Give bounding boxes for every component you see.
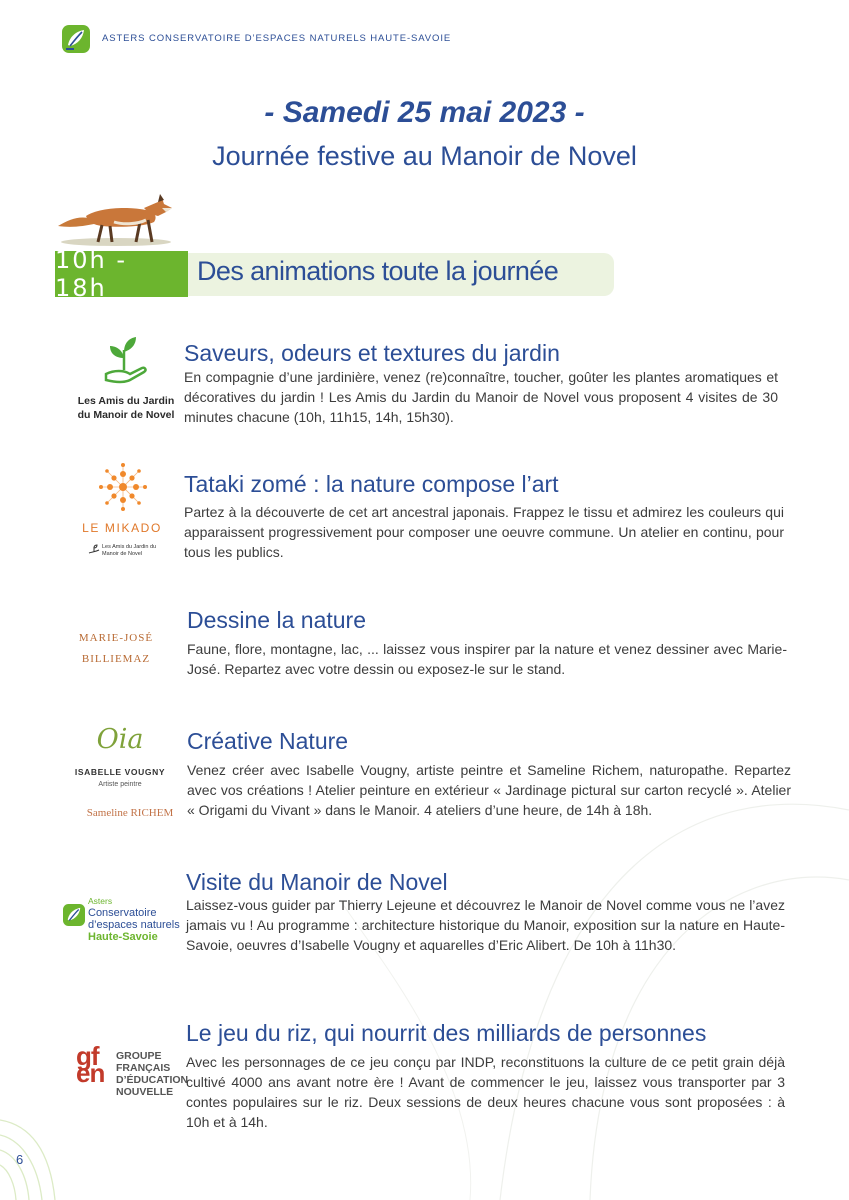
le-mikado-logo — [72, 462, 172, 566]
activity-description: Partez à la découverte de cet art ancestral japonais. Frappez le tissu et admirez les couleurs qui apparaissent progressivement pour composer une oeuvre commune. Un atelier en continu, pour tous les publics. — [184, 504, 784, 560]
header-organization: ASTERS CONSERVATOIRE D’ESPACES NATURELS HAUTE-SAVOIE — [102, 33, 452, 44]
activity-title: Visite du Manoir de Novel — [186, 869, 448, 895]
activity-description: Faune, flore, montagne, lac, ... laissez vous inspirer par la nature et venez dessiner avec Marie-José. Repartez avec votre dessin ou exposez-le sur le stand. — [187, 641, 787, 677]
activity-description: Avec les personnages de ce jeu conçu par INDP, reconstituons la culture de ce petit grain déjà cultivé 4000 ans avant notre ère ! Avant de commencer le jeu, laissez vous transporter par 3 contes populaires sur le riz. Deux sessions de deux heures chacune vous sont proposées : à 10h et à 14h. — [186, 1054, 785, 1130]
activity-description: Venez créer avec Isabelle Vougny, artiste peintre et Sameline Richem, naturopathe. Repartez avec vos créations ! Atelier peinture en extérieur « Jardinage pictural sur carton recyclé ». Atelier « Origami du Vivant » dans le Manoir. 4 ateliers d’une heure, de 14h à 18h. — [187, 762, 791, 818]
richem-logo-name: Sameline RICHEM — [86, 807, 174, 819]
event-subtitle: Journée festive au Manoir de Novel — [212, 141, 637, 171]
activity-title: Créative Nature — [187, 728, 349, 754]
gfen-logo-line-3: D’ÉDUCATION — [116, 1074, 189, 1086]
oia-logo-mark: Oia — [96, 724, 144, 755]
activity-title: Le jeu du riz, qui nourrit des milliards de personnes — [186, 1020, 707, 1046]
mikado-logo-sub: Les Amis du Jardin du Manoir de Novel — [102, 544, 157, 557]
amis-logo-line-2: du Manoir de Novel — [77, 409, 175, 421]
fox-illustration — [54, 192, 174, 248]
activity-title: Dessine la nature — [187, 607, 366, 633]
asters-logo-line-1: Asters — [88, 896, 113, 906]
activity-title: Tataki zomé : la nature compose l’art — [184, 471, 559, 497]
billiemaz-logo-line-2: BILLIEMAZ — [81, 653, 151, 665]
activity-title: Saveurs, odeurs et textures du jardin — [184, 340, 560, 366]
amis-du-jardin-logo — [66, 334, 186, 424]
small-hand-plant-icon — [88, 544, 100, 556]
activity-description: Laissez-vous guider par Thierry Lejeune et découvrez le Manoir de Novel comme vous ne l’avez jamais vu ! Au programme : architecture historique du Manoir, exposition sur la nature en Haute-Savoie, oeuvres d’Isabelle Vougny et aquarelles d’Eric Alibert. De 10h à 11h30. — [186, 897, 785, 953]
asters-logo-line-3: d’espaces naturels — [88, 919, 180, 931]
billiemaz-logo-line-1: MARIE-JOSÉ — [78, 632, 154, 644]
time-range-badge: 10h - 18h — [55, 251, 188, 297]
gfen-logo — [76, 1041, 189, 1112]
marie-jose-billiemaz-logo — [66, 632, 166, 672]
gfen-logo-line-2: FRANÇAIS — [116, 1062, 171, 1074]
dot-flower-icon — [98, 462, 148, 512]
mikado-logo-name: LE MIKADO — [82, 521, 162, 535]
page-number: 6 — [16, 1152, 24, 1167]
vougny-logo-role: Artiste peintre — [98, 781, 142, 788]
banner-heading: Des animations toute la journée — [197, 256, 559, 286]
gfen-logo-line-4: NOUVELLE — [116, 1086, 174, 1098]
asters-logo-line-2: Conservatoire — [88, 907, 157, 919]
event-date-title: - Samedi 25 mai 2023 - — [264, 96, 585, 129]
activity-description: En compagnie d’une jardinière, venez (re)connaître, toucher, goûter les plantes aromatiques et décoratives du jardin ! Les Amis du Jardin du Manoir de Novel vous proposent 4 visites de 30 minutes chacune (10h, 11h15, 14h, 15h30). — [184, 369, 778, 425]
gfen-logo-line-1: GROUPE — [116, 1050, 162, 1062]
gfen-logo-mark: gfen — [76, 1041, 105, 1088]
asters-leaf-icon — [62, 25, 90, 53]
hand-plant-icon — [98, 334, 150, 386]
asters-leaf-icon — [63, 904, 85, 926]
creative-nature-logos — [70, 724, 190, 824]
vougny-logo-name: ISABELLE VOUGNY — [74, 767, 166, 777]
amis-logo-line-1: Les Amis du Jardin — [77, 395, 175, 407]
asters-logo-line-4: Haute-Savoie — [88, 931, 158, 943]
asters-conservatoire-logo — [63, 868, 181, 948]
